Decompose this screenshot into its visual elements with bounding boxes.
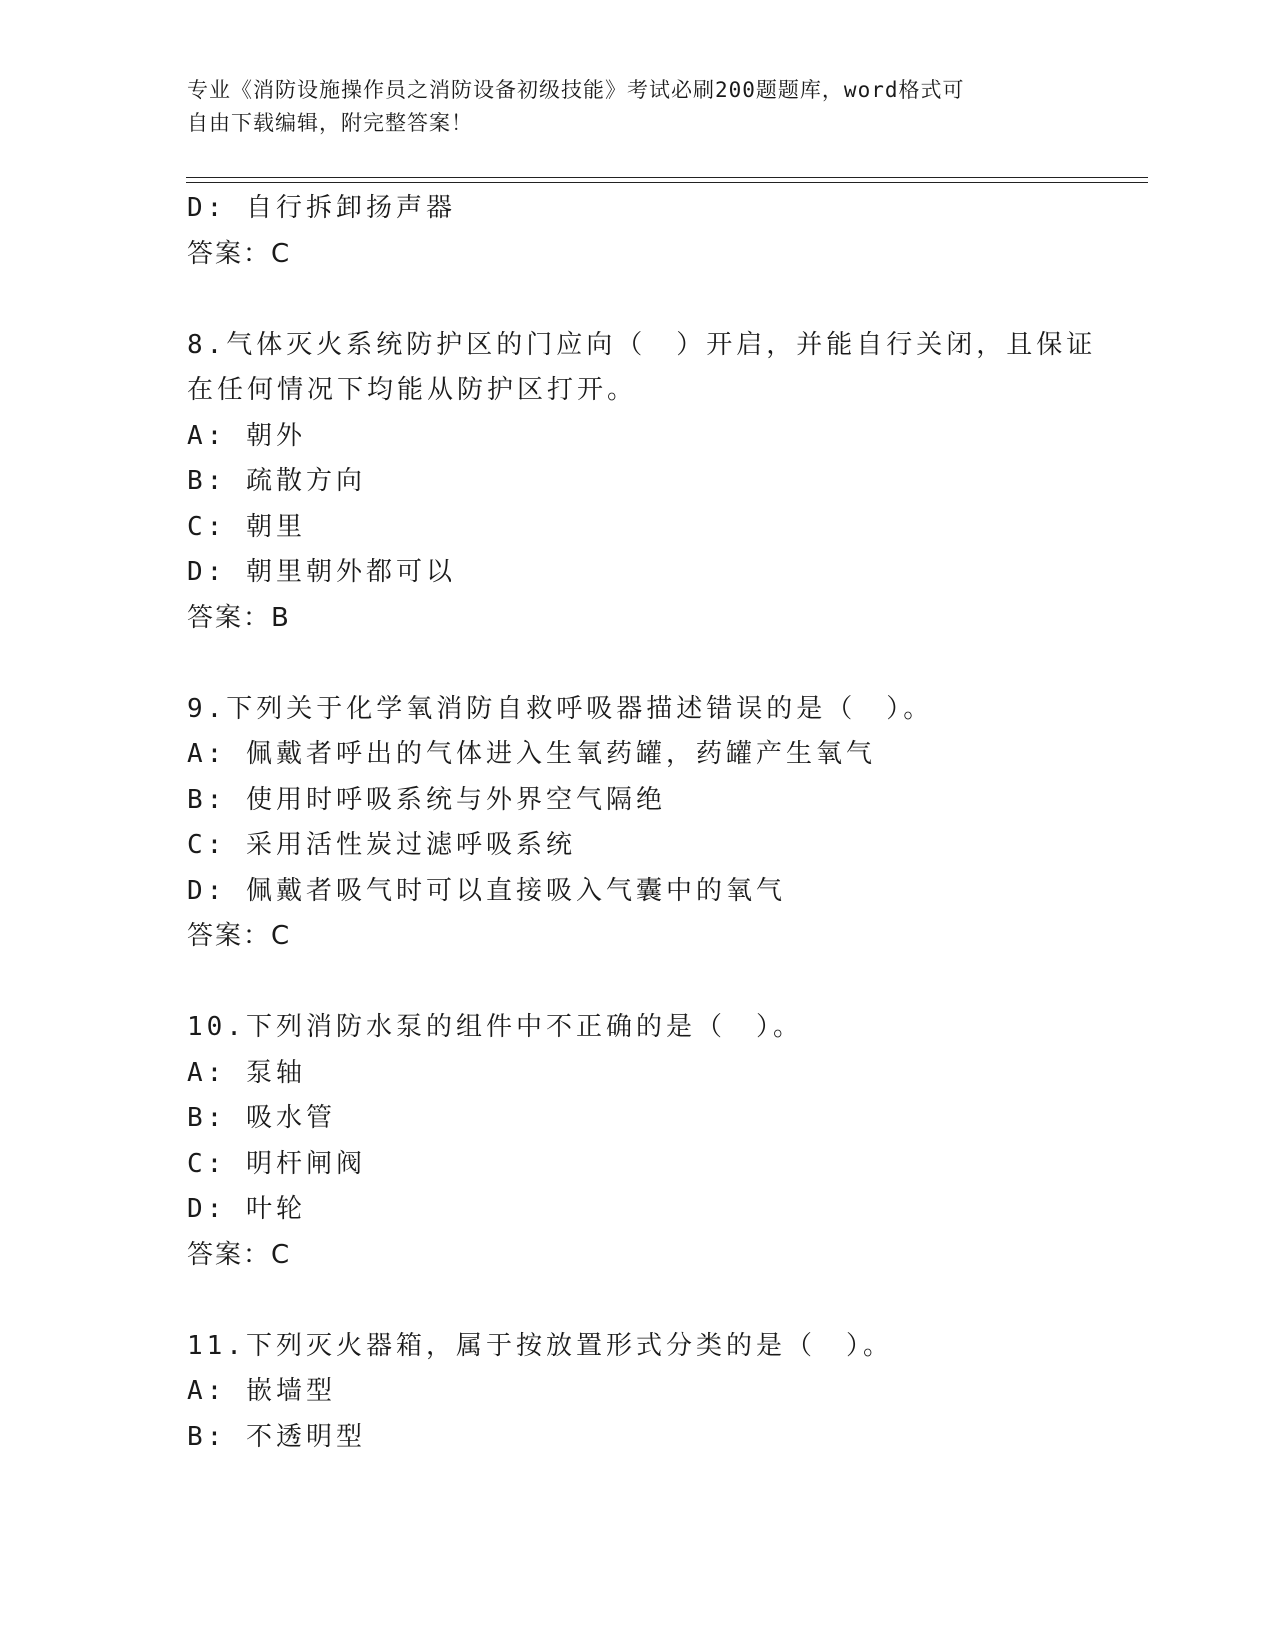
question-stem: 10.下列消防水泵的组件中不正确的是（ ）。 [187, 1012, 803, 1042]
question-9 [187, 687, 1087, 960]
answer-line: 答案：C [187, 921, 292, 951]
header-line-2: 自由下载编辑，附完整答案！ [187, 111, 473, 135]
spacer [187, 277, 1087, 323]
option-b: B: 吸水管 [187, 1103, 336, 1133]
spacer [187, 1278, 1087, 1324]
question-11 [187, 1324, 1087, 1461]
header-line-1: 专业《消防设施操作员之消防设备初级技能》考试必刷200题题库，word格式可 [187, 78, 965, 102]
answer-line: 答案：C [187, 1239, 292, 1270]
document-header [187, 74, 1067, 140]
spacer [187, 960, 1087, 1006]
option-d: D: 自行拆卸扬声器 [187, 193, 456, 223]
header-rule-top [186, 177, 1148, 178]
header-rule-bottom [186, 182, 1148, 183]
carryover-block [187, 186, 1087, 277]
option-a: A: 嵌墙型 [187, 1376, 336, 1406]
option-a: A: 佩戴者呼出的气体进入生氧药罐，药罐产生氧气 [187, 739, 876, 769]
option-a: A: 泵轴 [187, 1057, 306, 1088]
question-list [187, 186, 1097, 1460]
answer-line: 答案：C [187, 238, 292, 269]
question-stem-continued: 在任何情况下均能从防护区打开。 [187, 375, 638, 405]
option-c: C: 朝里 [187, 511, 306, 542]
spacer [187, 641, 1087, 687]
question-8 [187, 323, 1097, 642]
option-b: B: 疏散方向 [187, 466, 366, 496]
option-a: A: 朝外 [187, 420, 306, 451]
option-c: C: 明杆闸阀 [187, 1148, 366, 1179]
option-b: B: 不透明型 [187, 1421, 366, 1452]
option-c: C: 采用活性炭过滤呼吸系统 [187, 830, 576, 860]
option-b: B: 使用时呼吸系统与外界空气隔绝 [187, 784, 666, 815]
question-stem: 9.下列关于化学氧消防自救呼吸器描述错误的是（ ）。 [187, 693, 934, 724]
question-stem: 8.气体灭火系统防护区的门应向（ ）开启，并能自行关闭，且保证 [187, 329, 1097, 360]
option-d: D: 朝里朝外都可以 [187, 557, 456, 587]
option-d: D: 叶轮 [187, 1194, 306, 1224]
question-stem: 11.下列灭火器箱，属于按放置形式分类的是（ ）。 [187, 1330, 893, 1361]
option-d: D: 佩戴者吸气时可以直接吸入气囊中的氧气 [187, 875, 786, 906]
answer-line: 答案：B [187, 602, 291, 633]
question-10 [187, 1005, 1087, 1278]
